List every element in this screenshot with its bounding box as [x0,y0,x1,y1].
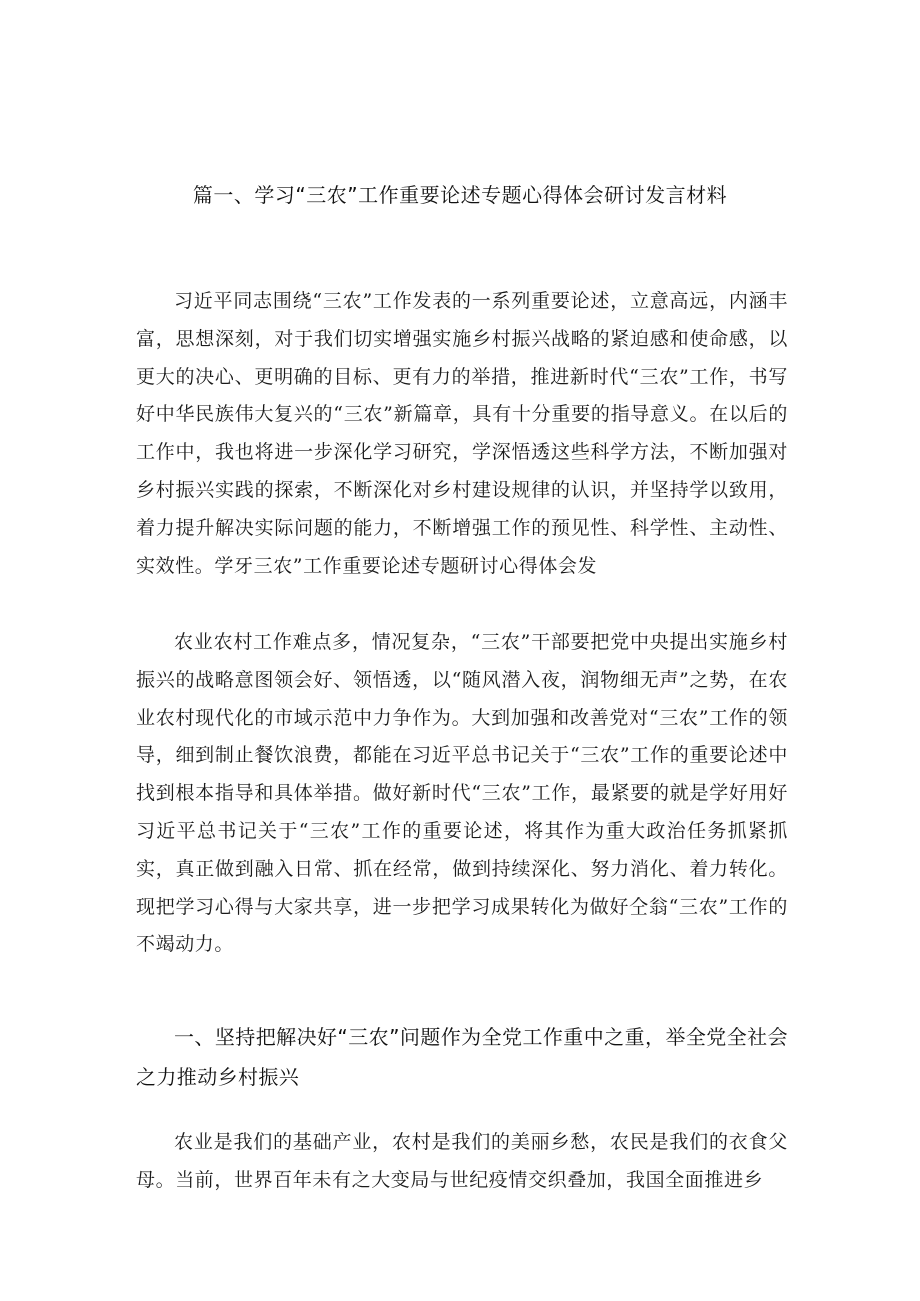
document-title: 篇一、学习“三农”工作重要论述专题心得体会研讨发言材料 [192,183,728,207]
section-heading: 一、坚持把解决好“三农”问题作为全党工作重中之重，举全党全社会之力推动乡村振兴 [136,1025,788,1089]
body-paragraph: 农业是我们的基础产业，农村是我们的美丽乡愁，农民是我们的衣食父母。当前，世界百年未有之大变局与世纪疫情交织叠加，我国全面推进乡 [136,1131,788,1191]
body-paragraph: 农业农村工作难点多，情况复杂，“三农”干部要把党中央提出实施乡村振兴的战略意图领会好、领悟透，以“随风潜入夜，润物细无声”之势，在农业农村现代化的市域示范中力争作为。大到加强和改善党对“三农”工作的领导，细到制止餐饮浪费，都能在习近平总书记关于“三农”工作的重要论述中找到根本指导和具体举措。做好新时代“三农”工作，最紧要的就是学好用好习近平总书记关于“三农”工作的重要论述，将其作为重大政治任务抓紧抓实，真正做到融入日常、抓在经常，做到持续深化、努力消化、着力转化。现把学习心得与大家共享，进一步把学习成果转化为做好仝翁“三农”工作的不竭动力。 [136,631,788,956]
body-paragraph: 习近平同志围绕“三农”工作发表的一系列重要论述，立意高远，内涵丰富，思想深刻，对于我们切实增强实施乡村振兴战略的紧迫感和使命感，以更大的决心、更明确的目标、更有力的举措，推进新时代“三农”工作，书写好中华民族伟大复兴的“三农”新篇章，具有十分重要的指导意义。在以后的工作中，我也将进一步深化学习研究，学深悟透这些科学方法，不断加强对乡村振兴实践的探索，不断深化对乡村建设规律的认识，并坚持学以致用，着力提升解决实际问题的能力，不断增强工作的预见性、科学性、主动性、实效性。学牙三农”工作重要论述专题研讨心得体会发 [136,290,788,577]
